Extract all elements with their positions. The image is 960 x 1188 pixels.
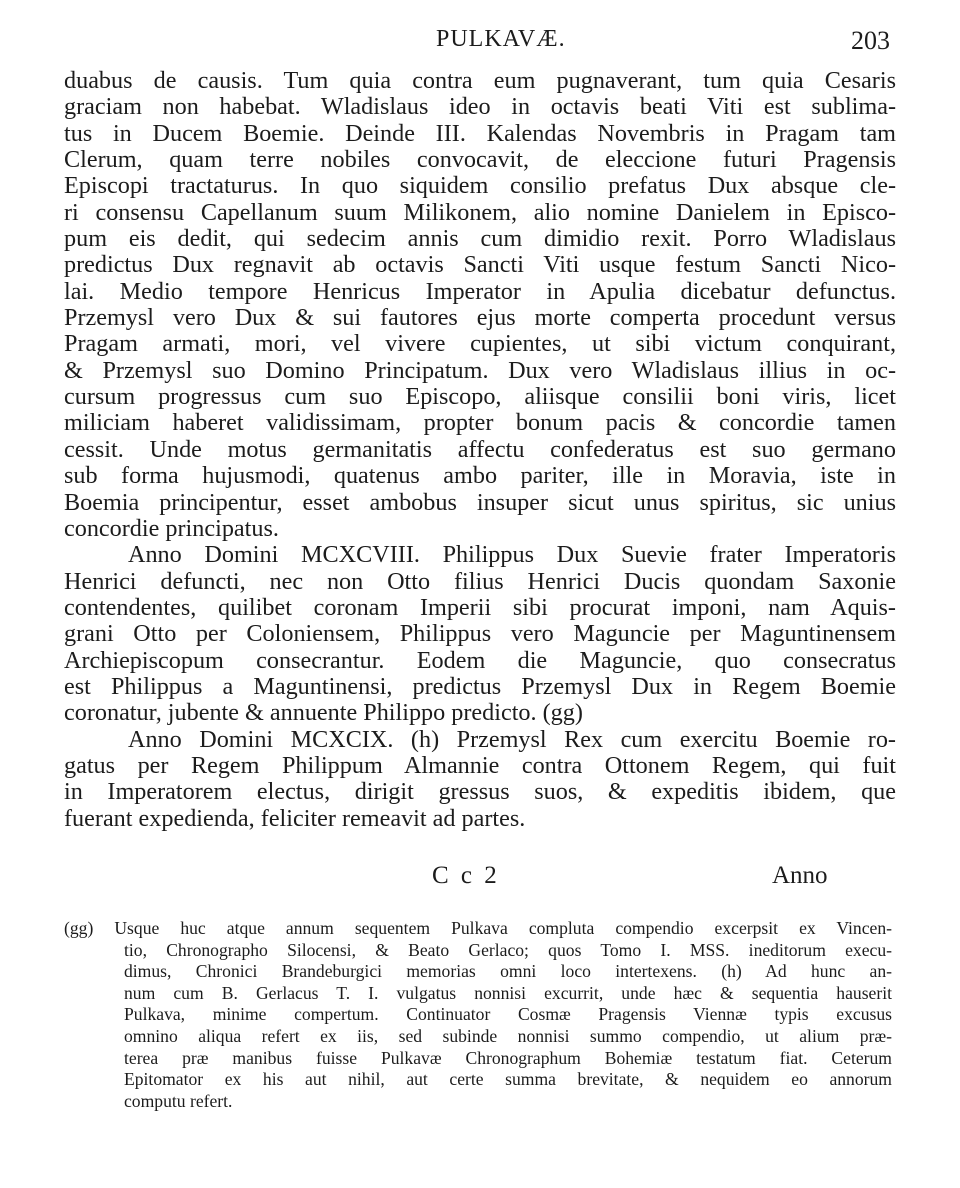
page-foot bbox=[0, 862, 960, 894]
text-line: pum eis dedit, qui sedecim annis cum dimidio rexit. Porro Wladislaus bbox=[64, 225, 896, 253]
text-line: contendentes, quilibet coronam Imperii sibi procurat imponi, nam Aquis- bbox=[64, 593, 896, 621]
footnote-line: computu refert. bbox=[124, 1090, 233, 1111]
text-line: coronatur, jubente & annuente Philippo predicto. (gg) bbox=[64, 699, 583, 727]
footnote-line: tio, Chronographo Silocensi, & Beato Gerlaco; quos Tomo I. MSS. ineditorum execu- bbox=[124, 939, 892, 960]
text-line: miliciam haberet validissimam, propter bonum pacis & concordie tamen bbox=[64, 409, 896, 437]
text-line: Henrici defuncti, nec non Otto filius Henrici Ducis quondam Saxonie bbox=[64, 567, 896, 595]
text-line: ri consensu Capellanum suum Milikonem, alio nomine Danielem in Episco- bbox=[64, 198, 896, 226]
text-line: Clerum, quam terre nobiles convocavit, de eleccione futuri Pragensis bbox=[64, 146, 896, 174]
text-line: est Philippus a Maguntinensi, predictus Przemysl Dux in Regem Boemie bbox=[64, 672, 896, 700]
text-line: graciam non habebat. Wladislaus ideo in octavis beati Viti est sublima- bbox=[64, 93, 896, 121]
text-line: sub forma hujusmodi, quatenus ambo pariter, ille in Moravia, iste in bbox=[64, 462, 896, 490]
signature-mark: C c 2 bbox=[432, 862, 500, 889]
text-line: Anno Domini MCXCVIII. Philippus Dux Suevie frater Imperatoris bbox=[128, 541, 896, 569]
footnote-line: terea præ manibus fuisse Pulkavæ Chronographum Bohemiæ testatum fiat. Ceterum bbox=[124, 1047, 892, 1068]
text-line: Pragam armati, mori, vel vivere cupientes, ut sibi victum conquirant, bbox=[64, 330, 896, 358]
footnote-line: (gg) Usque huc atque annum sequentem Pulkava compluta compendio excerpsit ex Vincen- bbox=[64, 918, 892, 938]
footnote-line: omnino aliqua refert ex iis, sed subinde nonnisi summo compendio, ut alium præ- bbox=[124, 1025, 892, 1046]
text-line: tus in Ducem Boemie. Deinde III. Kalendas Novembris in Pragam tam bbox=[64, 119, 896, 147]
text-line: predictus Dux regnavit ab octavis Sancti Viti usque festum Sancti Nico- bbox=[64, 251, 896, 279]
text-line: Episcopi tractaturus. In quo siquidem consilio prefatus Dux absque cle- bbox=[64, 172, 896, 200]
text-line: duabus de causis. Tum quia contra eum pugnaverant, tum quia Cesaris bbox=[64, 67, 896, 94]
footnotes bbox=[64, 918, 892, 1112]
running-head: PULKAVÆ. bbox=[436, 26, 566, 52]
footnote-line: num cum B. Gerlacus T. I. vulgatus nonnisi excurrit, unde hæc & sequentia hauserit bbox=[124, 982, 892, 1003]
page-header bbox=[0, 26, 960, 62]
text-line: concordie principatus. bbox=[64, 514, 279, 542]
text-line: fuerant expedienda, feliciter remeavit ad partes. bbox=[64, 804, 526, 832]
text-line: in Imperatorem electus, dirigit gressus suos, & expeditis ibidem, que bbox=[64, 778, 896, 806]
text-line: cursum progressus cum suo Episcopo, aliisque consilii boni viris, licet bbox=[64, 383, 896, 411]
text-line: Anno Domini MCXCIX. (h) Przemysl Rex cum exercitu Boemie ro- bbox=[128, 725, 896, 753]
text-line: Archiepiscopum consecrantur. Eodem die Maguncie, quo consecratus bbox=[64, 646, 896, 674]
text-line: Przemysl vero Dux & sui fautores ejus morte comperta procedunt versus bbox=[64, 304, 896, 332]
text-line: & Przemysl suo Domino Principatum. Dux vero Wladislaus illius in oc- bbox=[64, 356, 896, 384]
text-line: grani Otto per Coloniensem, Philippus vero Maguncie per Maguntinensem bbox=[64, 620, 896, 648]
text-line: cessit. Unde motus germanitatis affectu confederatus est suo germano bbox=[64, 435, 896, 463]
main-text bbox=[64, 68, 896, 832]
text-line: gatus per Regem Philippum Almannie contra Ottonem Regem, qui fuit bbox=[64, 751, 896, 779]
text-line: lai. Medio tempore Henricus Imperator in Apulia dicebatur defunctus. bbox=[64, 277, 896, 305]
footnote-line: Epitomator ex his aut nihil, aut certe summa brevitate, & nequidem eo annorum bbox=[124, 1069, 892, 1090]
catchword: Anno bbox=[772, 862, 828, 889]
text-line: Boemia principentur, esset ambobus insuper sicut unus spiritus, sic unius bbox=[64, 488, 896, 516]
footnote-line: Pulkava, minime compertum. Continuator Cosmæ Pragensis Viennæ typis excusus bbox=[124, 1004, 892, 1025]
page-number: 203 bbox=[851, 26, 890, 55]
footnote-line: dimus, Chronici Brandeburgici memorias omni loco intertexens. (h) Ad hunc an- bbox=[124, 961, 892, 982]
